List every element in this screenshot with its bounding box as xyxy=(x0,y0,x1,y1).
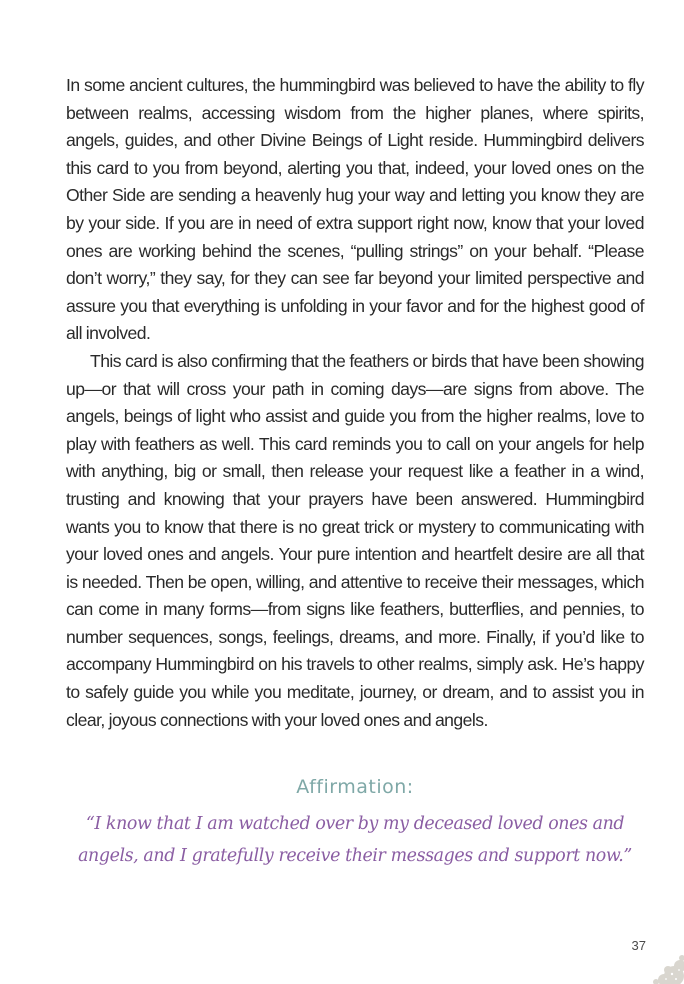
affirmation-quote: “I know that I am watched over by my deceased loved ones and angels, and I gratefully receive their messages and support now.” xyxy=(78,814,632,867)
body-paragraph-1: In some ancient cultures, the hummingbird was believed to have the ability to fly between realms, accessing wisdom from the higher planes, where spirits, angels, guides, and other Divine Beings of Light reside. Hummingbird delivers this card to you from beyond, alerting you that, indeed, your loved ones on the Other Side are sending a heavenly hug your way and letting you know they are by your side. If you are in need of extra support right now, know that your loved ones are working behind the scenes, “pulling strings” on your behalf. “Please don’t worry,” they say, for they can see far beyond your limited perspective and assure you that everything is unfolding in your favor and for the highest good of all involved. xyxy=(66,75,644,344)
affirmation-heading: Affirmation: xyxy=(296,776,414,799)
page-content xyxy=(66,72,644,872)
body-paragraph-2: This card is also confirming that the feathers or birds that have been showing up—or that will cross your path in coming days—are signs from above. The angels, beings of light who assist and guide you from the higher realms, love to play with feathers as well. This card reminds you to call on your angels for help with anything, big or small, then release your request like a feather in a wind, trusting and knowing that your prayers have been answered. Hummingbird wants you to know that there is no great trick or mystery to communicating with your loved ones and angels. Your pure intention and heartfelt desire are all that is needed. Then be open, willing, and attentive to receive their messages, which can come in many forms—from signs like feathers, butterflies, and pennies, to number sequences, songs, feelings, dreams, and more. Finally, if you’d like to accompany Hummingbird on his travels to other realms, simply ask. He’s happy to safely guide you while you meditate, journey, or dream, and to assist you in clear, joyous connections with your loved ones and angels. xyxy=(66,350,644,730)
feather-ornament-icon xyxy=(624,924,684,984)
page-number: 37 xyxy=(631,938,646,953)
